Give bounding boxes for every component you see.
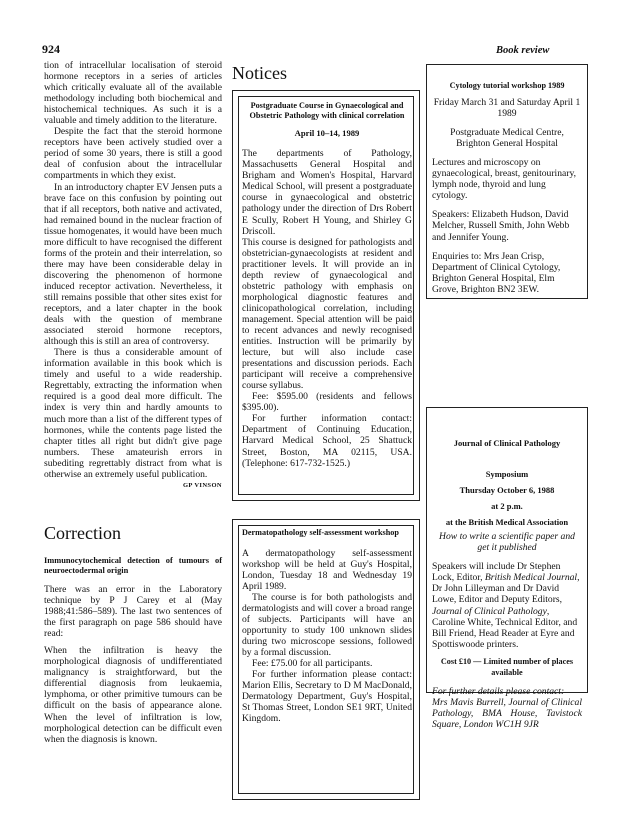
notice-paragraph: This course is designed for pathologists and obstetrician-gynaecologists at resident and practitioner levels. It will provide an in depth review of gynaecological and obstetric pathology with emphasis on morphological diagnostic features and clinicopathological correlation, including management. Special attention will be paid to recent advances and newly recognised entities. Instruction will be primarily by lecture, but will also include case presentations and discussion periods. Each participant will receive a comprehensive course syllabus. <box>242 236 412 392</box>
correction-heading: Correction <box>44 523 121 543</box>
review-paragraph: Despite the fact that the steroid hormone receptors have been actively studied over a period of some 30 years, there is still a good deal of confusion about the intracellular compartments in which they exist. <box>44 126 222 182</box>
notice-venue: Postgraduate Medical Centre, Brighton General Hospital <box>450 127 564 150</box>
gynaecology-course-notice <box>232 90 420 501</box>
dermatopathology-workshop-notice <box>232 519 420 800</box>
contact-address: Mrs Mavis Burrell, Journal of Clinical Pathology, BMA House, Tavistock Square, London WC1H 9JR <box>432 696 582 730</box>
notice-contact: For further information contact: Department of Continuing Education, Harvard Medical School, 25 Shattuck Street, Boston, MA 02115, USA. (Telephone: 617-732-1525.) <box>242 413 412 469</box>
review-paragraph: tion of intracellular localisation of steroid hormone receptors in a series of articles which critically evaluate all of the available methodology including both biochemical and histochemical techniques. As such it is a valuable and timely addition to the literature. <box>44 60 222 127</box>
page-number: 924 <box>42 42 60 56</box>
symposium-date: Thursday October 6, 1988 <box>459 485 555 496</box>
running-head: Book review <box>496 45 550 56</box>
notice-contact: For further information please contact: Marion Ellis, Secretary to D M MacDonald, Dermatology Department, Guy's Hospital, St Thomas Street, London SE1 9RT, United Kingdom. <box>242 669 412 725</box>
journal-name: Journal of Clinical Pathology <box>453 438 561 448</box>
symposium-time: at 2 p.m. <box>491 501 523 512</box>
notice-fee: Fee: $595.00 (residents and fellows $395.00). <box>242 391 412 414</box>
notice-title: Cytology tutorial workshop 1989 <box>449 81 565 90</box>
notice-title: Postgraduate Course in Gynaecological and Obstetric Pathology with clinical correlation <box>249 101 405 120</box>
notice-enquiries: Enquiries to: Mrs Jean Crisp, Department of Clinical Cytology, Brighton General Hospital, Elm Grove, Brighton BN2 3EW. <box>432 250 561 295</box>
journal-title-bmj: British Medical Journal <box>484 572 578 584</box>
further-details-label: For further details please contact: <box>432 685 565 697</box>
notice-fee: Fee: £75.00 for all participants. <box>252 658 373 670</box>
symposium-label: Symposium <box>485 469 529 480</box>
book-review-continuation <box>44 60 222 491</box>
speakers-text: , Dr John Lilleyman and Dr David Lowe, Editor and Deputy Editors, <box>432 572 580 606</box>
speakers-text: , Caroline White, Technical Editor, and Bill Friend, Head Reader at Eyre and Spottiswoode printers. <box>432 605 578 650</box>
correction-body <box>44 556 222 745</box>
notice-dates: Friday March 31 and Saturday April 1 1989 <box>433 97 581 120</box>
notice-paragraph: The course is for both pathologists and dermatologists and will cover a broad range of subjects. Participants will have an opportunity to study 100 unknown slides during two microscope sessions, followed by a formal discussion. <box>242 591 412 659</box>
journal-title-jcp: Journal of Clinical Pathology <box>432 605 547 617</box>
correction-quote: When the infiltration is heavy the morphological diagnosis of undifferentiated malignancy is straightforward, but the differential diagnosis from leukaemia, lymphoma, or other primitive tumours can be difficult on the basis of appearance alone. When the level of infiltration is low, morphological detection can be difficult even when the diagnosis is known. <box>44 645 222 745</box>
reviewer-signature: GP VINSON <box>182 481 222 489</box>
jcp-symposium-notice <box>426 407 588 730</box>
symposium-speakers <box>432 561 582 649</box>
notice-speakers: Speakers: Elizabeth Hudson, David Melcher, Russell Smith, John Webb and Jennifer Young. <box>432 209 570 243</box>
notice-paragraph: The departments of Pathology, Massachusetts General Hospital and Brigham and Women's Hospital, Harvard Medical School, will present a postgraduate course in gynaecological and obstetric pathology under the direction of Drs Robert E Scully, Robert H Young, and Shirley G Driscoll. <box>242 148 412 237</box>
cytology-workshop-notice <box>426 64 588 299</box>
review-paragraph: In an introductory chapter EV Jensen puts a brave face on this confusion by pointing out that if all receptors, both native and activated, had remained bound in the nuclear fraction of tissue homogenates, it would have been much more difficult to have recognised the different forms of the protein and their interrelation, so there may have been considerable delay in discovering the phenomenon of hormone induced receptor activation. Nevertheless, it still remains possible that other sites exist for receptors, and a later chapter in the book deals with the question of membrane associated steroid hormone receptors, although this is still an area of controversy. <box>44 181 222 348</box>
notice-title: Dermatopathology self-assessment workshop <box>242 528 399 537</box>
symposium-cost: Cost £10 — Limited number of places available <box>440 656 574 677</box>
symposium-place: at the British Medical Association <box>445 517 569 528</box>
notices-heading: Notices <box>232 63 287 83</box>
review-paragraph: There is thus a considerable amount of information available in this book which is timely and useful to a wide readership. Regrettably, extracting the information when required is a good deal more difficult. The index is very thin and hardly amounts to much more than a list of the different types of hormones, while the contents page listed the chapter titles all right but didn't give page numbers. These amateurish errors in subediting regrettably distract from what is otherwise an extremely useful publication. <box>44 347 222 480</box>
notice-topics: Lectures and microscopy on gynaecological, breast, genitourinary, lymph node, thyroid and lung cytology. <box>432 157 577 202</box>
speakers-text: Speakers will include Dr Stephen Lock, Editor, <box>432 561 561 584</box>
notice-paragraph: A dermatopathology self-assessment workshop will be held at Guy's Hospital, London, Tuesday 18 and Wednesday 19 April 1989. <box>242 547 412 592</box>
symposium-topic: How to write a scientific paper and get it published <box>439 531 575 554</box>
notice-date: April 10–14, 1989 <box>294 128 360 139</box>
correction-paragraph: There was an error in the Laboratory technique by P J Carey et al (May 1988;41:586–589). The last two sentences of the first paragraph on page 586 should have read: <box>44 584 222 640</box>
correction-subtitle: Immunocytochemical detection of tumours of neuroectodermal origin <box>44 556 222 575</box>
